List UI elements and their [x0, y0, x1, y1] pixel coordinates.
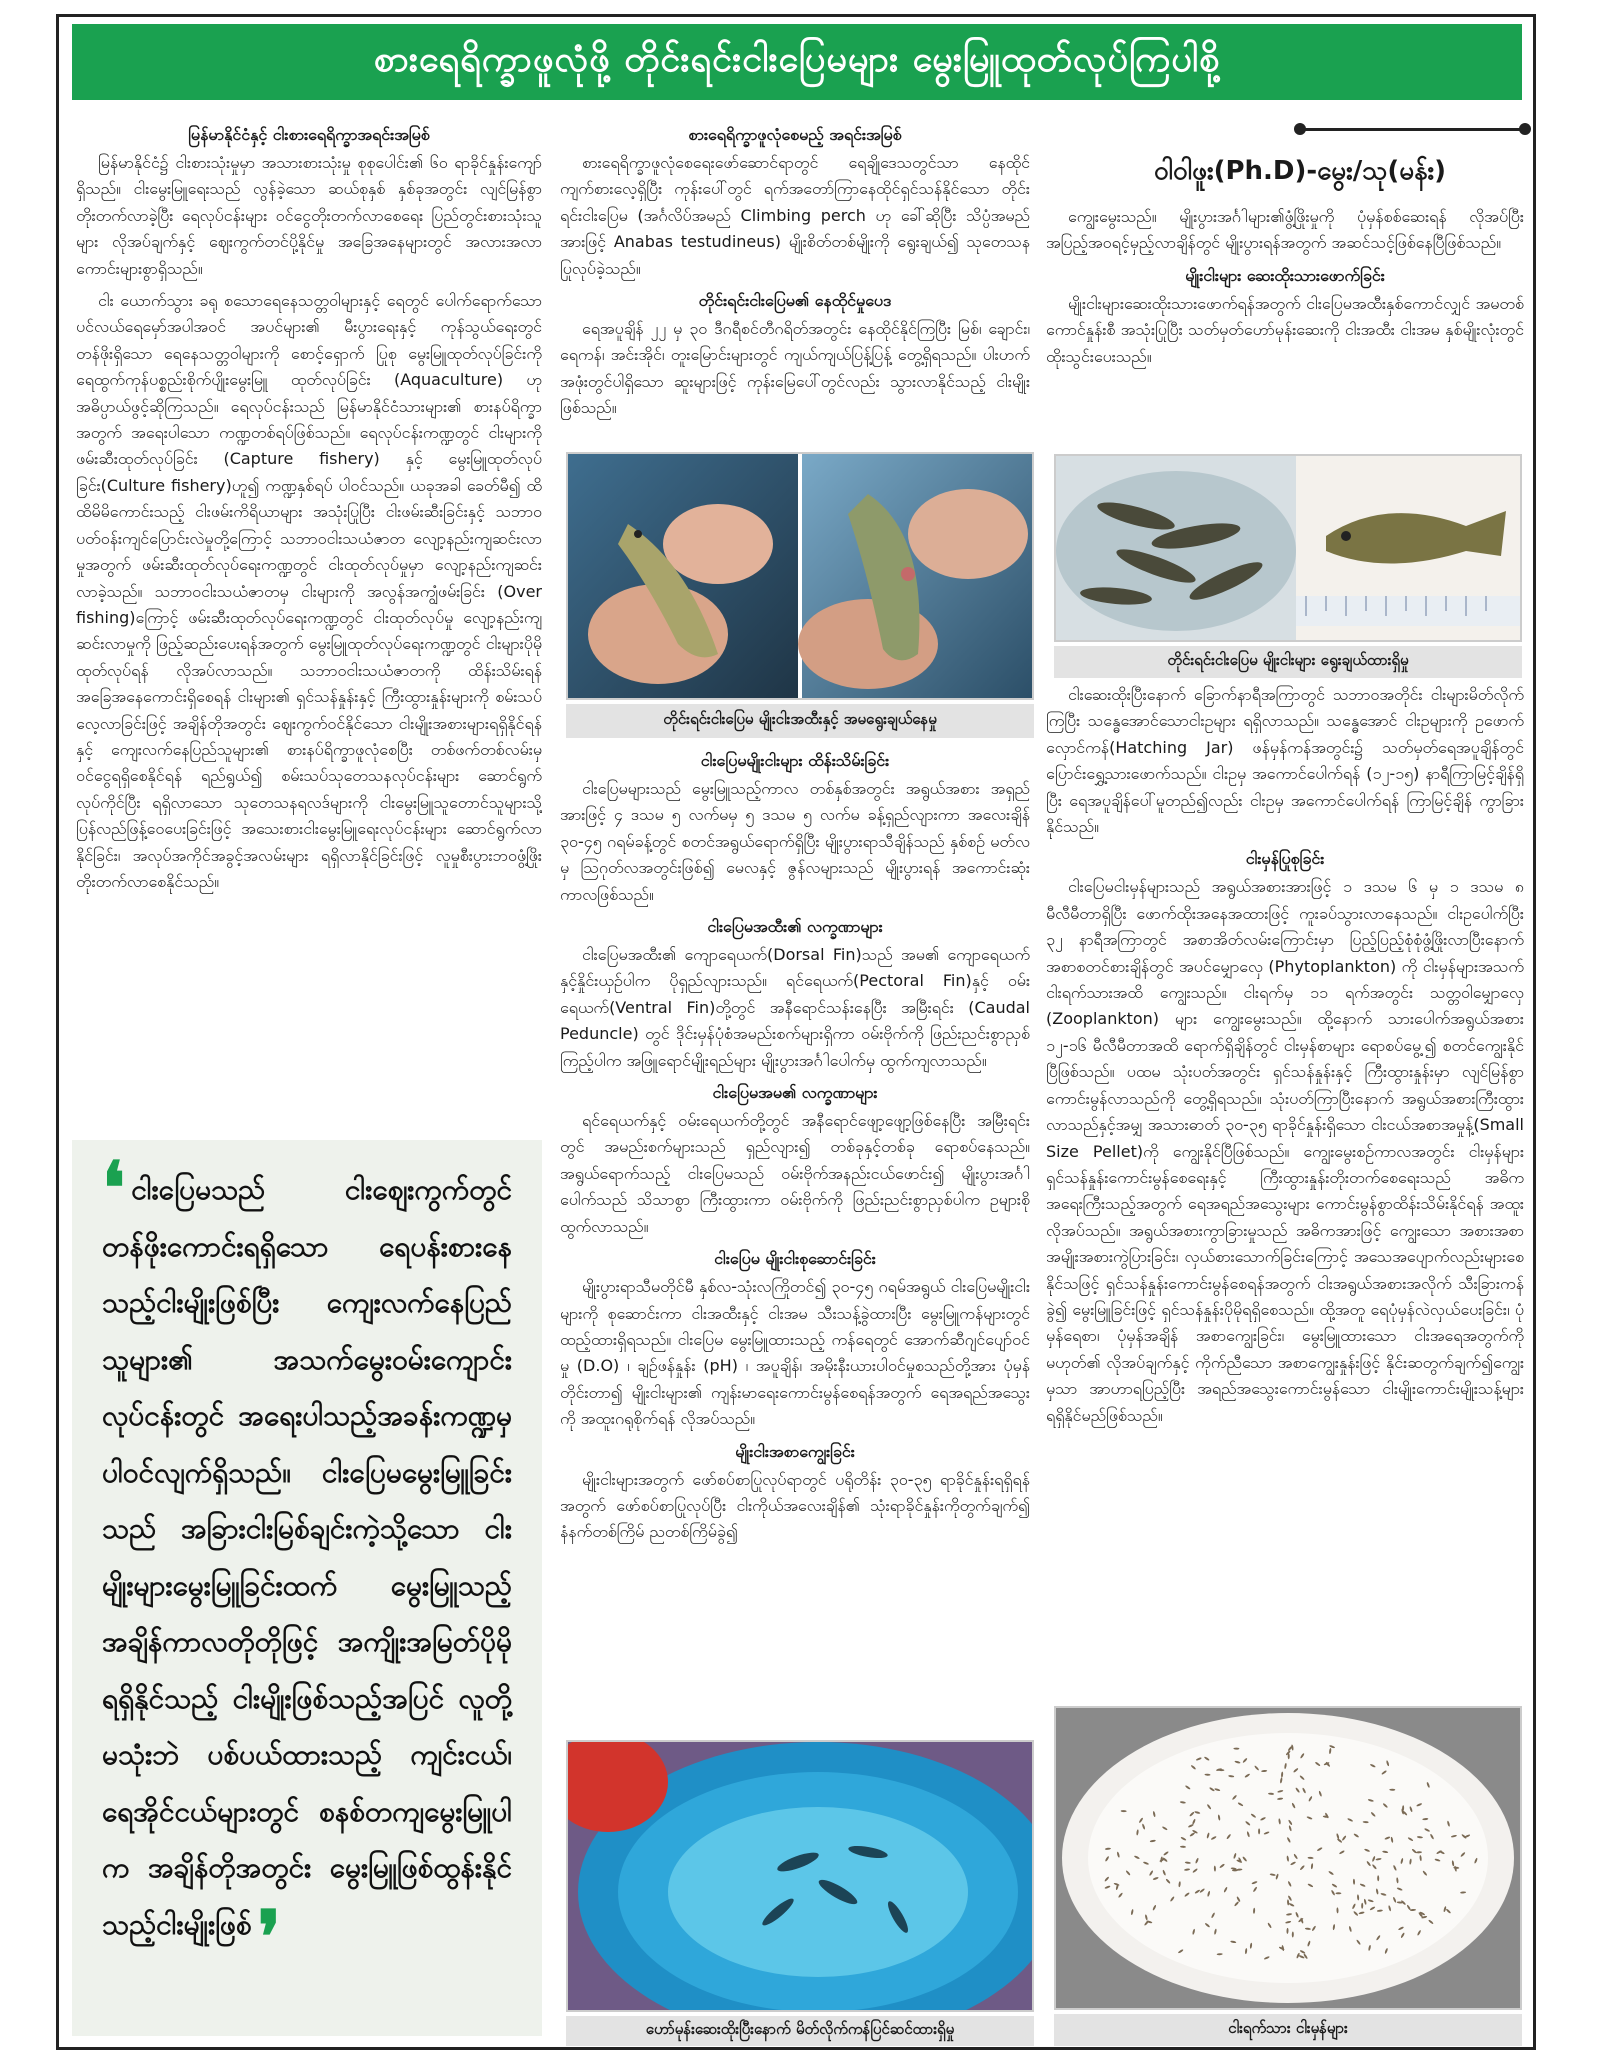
col2-subhead: ငါးပြေမ မျိုးငါးစုဆောင်းခြင်း	[714, 1249, 876, 1269]
col2-paragraph: မျိုးငါးများအတွက် ဖော်စပ်စာပြုလုပ်ရာတွင် ပရိုတိန်း ၃ဝ-၃၅ ရာခိုင်နှုန်းရရှိရန်အတွက် ဖော်စပ်စာပြုလုပ်ပြီး ငါးကိုယ်အလေးချိန်၏ သုံးရာခိုင်နှုန်းကိုတွက်ချက်၍ နံနက်တစ်ကြိမ် ညတစ်ကြိမ်ခွဲ၍	[560, 1469, 1030, 1542]
col2-subhead: ငါးပြေမအထီး၏ လက္ခဏာများ	[707, 917, 883, 937]
column-2-top	[560, 118, 1030, 448]
col2-subhead: တိုင်းရင်းငါးပြေမ၏ နေထိုင်မှုပေဒ	[698, 291, 892, 311]
photo-brood-fish	[1054, 454, 1522, 642]
col2-subhead: ငါးပြေမမျိုးငါးများ ထိန်းသိမ်းခြင်း	[700, 751, 890, 770]
spawning-tank-illustration	[568, 1742, 1032, 2010]
col1-paragraph: မြန်မာနိုင်ငံ၌ ငါးစားသုံးမှုမှာ အသားစားသုံးမှု စုစုပေါင်း၏ ၆ဝ ရာခိုင်နှုန်းကျော်ရှိသည်။ ငါးမွေးမြူရေးသည် လွန်ခဲ့သော ဆယ်စုနှစ် နှစ်ခုအတွင်း လျင်မြန်စွာတိုးတက်လာခဲ့ပြီး ရေလုပ်ငန်းများ ဝင်ငွေတိုးတက်လာစေရေး ပြည်တွင်းစားသုံးသူများ လိုအပ်ချက်နှင့် ဈေးကွက်တင်ပို့နိုင်မှု အခြေအနေများတွင် အလားအလာကောင်းများစွာရှိသည်။	[76, 153, 542, 278]
col3-paragraph: ငါးဆေးထိုးပြီးနောက် ခြောက်နာရီအကြာတွင် သဘာဝအတိုင်း ငါးများမိတ်လိုက်ကြပြီး သန္ဓေအောင်သောငါးဥများ ရရှိလာသည်။ သန္ဓေအောင် ငါးဥများကို ဥဖောက်လှောင်ကန်(Hatching Jar) ဖန်မှန်ကန်အတွင်း၌ သတ်မှတ်ရေအပူချိန်တွင် ပြောင်းရွှေ့သားဖောက်သည်။ ငါးဥမှ အကောင်ပေါက်ရန် (၁၂-၁၅) နာရီကြာမြင့်ချိန်ရှိပြီး ရေအပူချိန်ပေါ်မူတည်၍လည်း ငါးဥမှ အကောင်ပေါက်ရန် ကြာမြင့်ချိန် ကွာခြားနိုင်သည်။	[1046, 685, 1524, 837]
headline: စားရေရိက္ခာဖူလုံဖို့ တိုင်းရင်းငါးပြေမများ မွေးမြူထုတ်လုပ်ကြပါစို့	[72, 24, 1522, 100]
col3-subhead: ငါးမှန်ပြုစုခြင်း	[1245, 849, 1325, 869]
fry-speck	[1335, 1892, 1341, 1894]
col3-paragraph: ငါးပြေမငါးမှန်များသည် အရွယ်အစားအားဖြင့် ၁ ဒသမ ၆ မှ ၁ ဒသမ ၈ မီလီမီတာရှိပြီး ဖောက်ထိုးအနေအထားဖြင့် ကူးခပ်သွားလာနေသည်။ ငါးဥပေါက်ပြီး ၃၂ နာရီအကြာတွင် အစာအိတ်လမ်းကြောင်းမှာ ပြည့်ပြည့်စုံစုံဖွံ့ဖြိုးလာပြီးနောက် အစာစတင်စားချိန်တွင် အပင်မျှောလှေ (Phytoplankton) ကို ငါးမှန်များအသက် ငါးရက်သားအထိ ကျွေးသည်။ ငါးရက်မှ ၁၁ ရက်အတွင်း သတ္တဝါမျှောလှေ (Zooplankton) များ ကျွေးမွေးသည်။ ထို့နောက် သားပေါက်အရွယ်အစား ၁၂-၁၆ မီလီမီတာအထိ ရောက်ရှိချိန်တွင် ငါးမှန်စာများ ရောစပ်မွေ့၍ စတင်ကျွေးနိုင်ပြီဖြစ်သည်။ ပထမ သုံးပတ်အတွင်း ရှင်သန်နှုန်းနှင့် ကြီးထွားနှုန်းမှာ လျင်မြန်စွာ ကောင်းမွန်လာသည်ကို တွေ့ရှိရသည်။ သုံးပတ်ကြာပြီးနောက် အရွယ်အစားကြီးထွားလာသည်နှင့်အမျှ အသားဓာတ် ၃ဝ-၃၅ ရာခိုင်နှုန်းရှိသော ငါးငယ်အစာအမှုန့်(Small Size Pellet)ကို ကျွေးနိုင်ပြီဖြစ်သည်။ ကျွေးမွေးစဉ်ကာလအတွင်း ငါးမှန်များ ရှင်သန်နှုန်းကောင်းမွန်စေရေးနှင့် ကြီးထွားနှုန်းတိုးတက်စေရေးသည် အဓိကအရေးကြီးသည့်အတွက် ရေအရည်အသွေးများ ကောင်းမွန်စွာထိန်းသိမ်းနိုင်ရန် အထူးလိုအပ်သည်။ အရွယ်အစားကွာခြားမှုသည် အဓိကအားဖြင့် ကျွေးသော အစားအစာ အမျိုးအစားကွဲပြားခြင်း၊ လှယ်စားသောက်ခြင်းကြောင့် အသေအပျောက်လည်းများစေနိုင်သဖြင့် ရှင်သန်နှုန်းကောင်းမွန်စေရန်အတွက် ငါးအရွယ်အစားအလိုက် သီးခြားကန်ခွဲ၍ မွေးမြူခြင်းဖြင့် ရှင်သန်နှုန်းပိုမိုရရှိစေသည်။ ထို့အတူ ရေပုံမှန်လဲလှယ်ပေးခြင်း၊ ပုံမှန်ရေစာ၊ ပုံမှန်အချိန် အစာကျွေးခြင်း၊ မွေးမြူထားသော ငါးအရေအတွက်ကိုမဟုတ်၏ လိုအပ်ချက်နှင့် ကိုက်ညီသော အစာကျွေးနှုန်းဖြင့် နိုင်းဆတွက်ချက်၍ကျွေးမှသာ အာဟာရပြည့်ပြီး အရည်အသွေးကောင်းမွန်သော ငါးမျိုးကောင်းမျိုးသန့်များ ရရှိနိုင်မည်ဖြစ်သည်။	[1046, 877, 1524, 1425]
col2-subhead: မျိုးငါးအစာကျွေးခြင်း	[735, 1441, 855, 1461]
column-3-bottom	[1046, 682, 1524, 1700]
caption-photo-1: တိုင်းရင်းငါးပြေမ မျိုးငါးအထီးနှင့် အမရွေးချယ်နေမှု	[566, 704, 1034, 738]
byline-dot-right	[1519, 123, 1531, 135]
col2-paragraph: ငါးပြေမအထီး၏ ကျောရေယက်(Dorsal Fin)သည် အမ၏ ကျောရေယက်နှင့်နှိုင်းယှဉ်ပါက ပိုရှည်လျားသည်။ ရင်ရေယက်(Pectoral Fin)နှင့် ဝမ်းရေယက်(Ventral Fin)တို့တွင် အနီရောင်သန်းနေပြီး အမြီးရင်း (Caudal Peduncle) တွင် ဒိုင်းမှန်ပုံစံအမည်းစက်များရှိကာ ဝမ်းဗိုက်ကို ဖြည်းညင်းစွာညှစ်ကြည့်ပါက အဖြူရောင်မျိုးရည်များ မျိုးပွားအင်္ဂါပေါက်မှ ထွက်ကျလာသည်။	[560, 945, 1030, 1070]
caption-photo-2: တိုင်းရင်းငါးပြေမ မျိုးငါးများ ရွေးချယ်ထားရှိမှု	[1054, 646, 1522, 678]
open-quote-icon: ❛	[102, 1145, 126, 1230]
column-3-top	[1046, 204, 1524, 450]
fish-sexing-illustration	[568, 454, 1032, 698]
photo-spawning-tank	[566, 1740, 1034, 2012]
col3-paragraph: မျိုးငါးများဆေးထိုးသားဖောက်ရန်အတွက် ငါးပြေမအထီးနှစ်ကောင်လျှင် အမတစ်ကောင်နှုန်းစီ အသုံးပြုပြီး သတ်မှတ်ဟော်မုန်းဆေးကို ငါးအထီး ငါးအမ နှစ်မျိုးလုံးတွင် ထိုးသွင်းပေးသည်။	[1046, 293, 1524, 366]
col2-paragraph: စားရေရိက္ခာဖူလုံစေရေးဖော်ဆောင်ရာတွင် ရေချိုဒေသတွင်သာ နေထိုင်ကျက်စားလေ့ရှိပြီး ကုန်းပေါ်တွင် ရက်အတော်ကြာနေထိုင်ရှင်သန်နိုင်သော တိုင်းရင်းငါးပြေမ (အင်္ဂလိပ်အမည် Climbing perch ဟု ခေါ်ဆိုပြီး သိပ္ပံအမည်အားဖြင့် Anabas testudineus) မျိုးစိတ်တစ်မျိုးကို ရွေးချယ်၍ သုတေသနပြုလုပ်ခဲ့သည်။	[560, 153, 1030, 278]
caption-photo-3: ဟော်မုန်းဆေးထိုးပြီးနောက် မိတ်လိုက်ကန်ပြင်ဆင်ထားရှိမှု	[566, 2016, 1034, 2046]
brood-fish-illustration	[1056, 456, 1520, 640]
byline-rule	[1300, 128, 1526, 131]
col2-paragraph: မျိုးပွားရာသီမတိုင်မီ နှစ်လ-သုံးလကြိုတင်၍ ၃ဝ-၄၅ ဂရမ်အရွယ် ငါးပြေမမျိုးငါးများကို စုဆောင်းကာ ငါးအထီးနှင့် ငါးအမ သီးသန့်ခွဲထားပြီး မွေးမြူကန်များတွင် ထည့်ထားရှိရသည်။ ငါးပြေမ မွေးမြူထားသည့် ကန်ရေတွင် အောက်ဆီဂျင်ပျော်ဝင်မှု (D.O) ၊ ချဉ်ဖန်နှုန်း (pH) ၊ အပူချိန်၊ အမိုးနီးယားပါဝင်မှုစသည်တို့အား ပုံမှန်တိုင်းတာ၍ မျိုးငါးများ၏ ကျန်းမာရေးကောင်းမွန်စေရန်အတွက် ရေအရည်အသွေးကို အထူးဂရုစိုက်ရန် လိုအပ်သည်။	[560, 1277, 1030, 1429]
column-1	[76, 118, 542, 1128]
quote-body: ငါးပြေမသည် ငါးဈေးကွက်တွင် တန်ဖိုးကောင်းရရှိသော ရေပန်းစားနေသည့်ငါးမျိုးဖြစ်ပြီး ကျေးလက်နေပြည်သူများ၏ အသက်မွေးဝမ်းကျောင်းလုပ်ငန်းတွင် အရေးပါသည့်အခန်းကဏ္ဍမှ ပါဝင်လျက်ရှိသည်။ ငါးပြေမမွေးမြူခြင်းသည် အခြားငါးမြစ်ချင်းကဲ့သို့သော ငါးမျိုးများမွေးမြူခြင်းထက် မွေးမြူသည့်အချိန်ကာလတိုတိုဖြင့် အကျိုးအမြတ်ပိုမိုရရှိနိုင်သည့် ငါးမျိုးဖြစ်သည့်အပြင် လူတို့မသုံးဘဲ ပစ်ပယ်ထားသည့် ကျင်းငယ်၊ ရေအိုင်ငယ်များတွင် စနစ်တကျမွေးမြူပါက အချိန်တိုအတွင်း မွေးမြူဖြစ်ထွန်းနိုင်သည့်ငါးမျိုးဖြစ်	[102, 1173, 512, 1941]
photo-fry	[1054, 1706, 1522, 2010]
caption-photo-4: ငါးရက်သား ငါးမှန်များ	[1054, 2014, 1522, 2046]
col2-subhead: စားရေရိက္ခာဖူလုံစေမည့် အရင်းအမြစ်	[688, 125, 902, 144]
close-quote-icon: ❜	[257, 1893, 281, 1979]
col2-subhead: ငါးပြေမအမ၏ လက္ခဏာများ	[712, 1083, 878, 1103]
pull-quote	[72, 1140, 542, 2036]
col2-paragraph: ရေအပူချိန် ၂၂ မှ ၃၀ ဒီဂရီစင်တီဂရိတ်အတွင်း နေထိုင်နိုင်ကြပြီး မြစ်၊ ချောင်း၊ ရေကန်၊ အင်းအိုင်၊ တူးမြောင်းများတွင် ကျယ်ကျယ်ပြန့်ပြန့် တွေ့ရှိရသည်။ ပါးဟက်အဖုံးတွင်ပါရှိသော ဆူးများဖြင့် ကုန်းမြေပေါ်တွင်လည်း သွားလာနိုင်သည့် ငါးမျိုးဖြစ်သည်။	[560, 319, 1030, 418]
author-byline: ဝါဝါဖူး(Ph.D)-မွေး/သု(မန်း)	[1153, 155, 1447, 186]
col2-paragraph: ရင်ရေယက်နှင့် ဝမ်းရေယက်တို့တွင် အနီရောင်ဖျော့ဖျော့ဖြစ်နေပြီး အမြီးရင်းတွင် အမည်းစက်များသည် ရှည်လျား၍ တစ်ခုနှင့်တစ်ခု ရောစပ်နေသည်။ အရွယ်ရောက်သည့် ငါးပြေမသည် ဝမ်းဗိုက်အနည်းငယ်ဖောင်း၍ မျိုးပွားအင်္ဂါပေါက်သည် သိသာစွာ ကြီးထွားကာ ဝမ်းဗိုက်ကို ဖြည်းညင်းစွာညှစ်ပါက ဥများစိုထွက်လာသည်။	[560, 1111, 1030, 1236]
fry-speck	[1258, 1828, 1260, 1834]
col3-subhead: မျိုးငါးများ ဆေးထိုးသားဖောက်ခြင်း	[1185, 265, 1385, 285]
column-2-bottom	[560, 744, 1030, 1734]
fry-illustration	[1056, 1708, 1520, 2008]
col1-paragraph: ငါး ယောက်သွား ခရု စသောရေနေသတ္တဝါများနှင့် ရေတွင် ပေါက်ရောက်သော ပင်လယ်ရေမှော်အပါအဝင် အပင်များ၏ မီးပွားရေးနှင့် ကုန်သွယ်ရေးတွင် တန်ဖိုးရှိသော ရေနေသတ္တဝါများကို စောင့်ရှောက် ပြုစု မွေးမြူထုတ်လုပ်ခြင်းကို ရေထွက်ကုန်ပစ္စည်းစိုက်ပျိုးမွေးမြူ ထုတ်လုပ်ခြင်း (Aquaculture) ဟု အဓိပ္ပာယ်ဖွင့်ဆိုကြသည်။ ရေလုပ်ငန်းသည် မြန်မာနိုင်ငံသားများ၏ စားနပ်ရိက္ခာအတွက် အရေးပါသော ကဏ္ဍတစ်ရပ်ဖြစ်သည်။ ရေလုပ်ငန်းကဏ္ဍတွင် ငါးများကို ဖမ်းဆီးထုတ်လုပ်ခြင်း (Capture fishery) နှင့် မွေးမြူထုတ်လုပ်ခြင်း(Culture fishery)ဟူ၍ ကဏ္ဍနှစ်ရပ် ပါဝင်သည်။ ယခုအခါ ခေတ်မီ၍ ထိထိမိမိကောင်းသည့် ငါးဖမ်းကိရိယာများ အသုံးပြုပြီး ငါးဖမ်းဆီးခြင်းနှင့် သဘာဝပတ်ဝန်းကျင်ပြောင်းလဲမှုတို့ကြောင့် သဘာဝငါးသယံဇာတ လျော့နည်းကျဆင်းလာမှုအတွက် ဖမ်းဆီးထုတ်လုပ်ရေးကဏ္ဍတွင် ငါးထုတ်လုပ်မှုမှာ လျော့နည်းကျဆင်းလာခဲ့သည်။ သဘာဝငါးသယံဇာတမှ ငါးများကို အလွန်အကျွံဖမ်းခြင်း (Over fishing)ကြောင့် ဖမ်းဆီးထုတ်လုပ်ရေးကဏ္ဍတွင် ငါးထုတ်လုပ်မှု လျော့နည်းကျဆင်းလာမှုကို ဖြည့်ဆည်းပေးရန်အတွက် မွေးမြူထုတ်လုပ်ရေးကဏ္ဍတွင် ငါးများပိုမိုထုတ်လုပ်ရန် လိုအပ်လာသည်။ သဘာဝငါးသယံဇာတကို ထိန်းသိမ်းရန် အခြေအနေကောင်းရှိစေရန် ငါးများ၏ ရှင်သန်နှုန်းနှင့် ကြီးထွားနှုန်းများကို စမ်းသပ်လေ့လာခြင်းဖြင့် အချိန်တိုအတွင်း ဈေးကွက်ဝင်နိုင်သော ငါးမျိုးအစားများရရှိနိုင်ရန်နှင့် ကျေးလက်နေပြည်သူများ၏ စားနပ်ရိက္ခာဖူလုံစေပြီး တစ်ဖက်တစ်လမ်းမှ ဝင်ငွေရရှိစေနိုင်ရန် ရည်ရွယ်၍ စမ်းသပ်သုတေသနလုပ်ငန်းများ ဆောင်ရွက်လုပ်ကိုင်ပြီး ရရှိလာသော သုတေသနရလဒ်များကို ငါးမွေးမြူသူတောင်သူများသို့ ပြန်လည်ဖြန့်ဝေပေးခြင်းဖြင့် အသေးစားငါးမွေးမြူရေးလုပ်ငန်းများ ဆောင်ရွက်လာနိုင်ခြင်း၊ အလုပ်အကိုင်အခွင့်အလမ်းများ ရရှိလာနိုင်ခြင်းဖြင့် လူမှုစီးပွားဘဝဖွံ့ဖြိုးတိုးတက်လာစေနိုင်သည်။	[76, 291, 542, 891]
col1-subhead: မြန်မာနိုင်ငံနှင့် ငါးစားရေရိက္ခာအရင်းအမြစ်	[188, 125, 430, 144]
photo-fish-sexing	[566, 452, 1034, 700]
byline-dot-left	[1294, 123, 1306, 135]
col3-paragraph: ကျွေးမွေးသည်။ မျိုးပွားအင်္ဂါများ၏ဖွံ့ဖြိုးမှုကို ပုံမှန်စစ်ဆေးရန် လိုအပ်ပြီး အပြည့်အဝရင့်မှည့်လာချိန်တွင် မျိုးပွားရန်အတွက် အဆင်သင့်ဖြစ်နေပြီဖြစ်သည်။	[1046, 207, 1524, 253]
col2-paragraph: ငါးပြေမများသည် မွေးမြူသည့်ကာလ တစ်နှစ်အတွင်း အရွယ်အစား အရှည်အားဖြင့် ၄ ဒသမ ၅ လက်မမှ ၅ ဒသမ ၅ လက်မ ခန့်ရှည်လျားကာ အလေးချိန် ၃ဝ-၄၅ ဂရမ်ခန့်တွင် စတင်အရွယ်ရောက်ရှိပြီး မျိုးပွားရာသီချိန်သည် နှစ်စဉ် မတ်လမှ ဩဂုတ်လအတွင်းဖြစ်၍ မေလနှင့် ဇွန်လများသည် မျိုးပွားရန် အကောင်းဆုံးကာလဖြစ်သည်။	[560, 779, 1030, 904]
pull-quote-text	[102, 1145, 512, 1979]
